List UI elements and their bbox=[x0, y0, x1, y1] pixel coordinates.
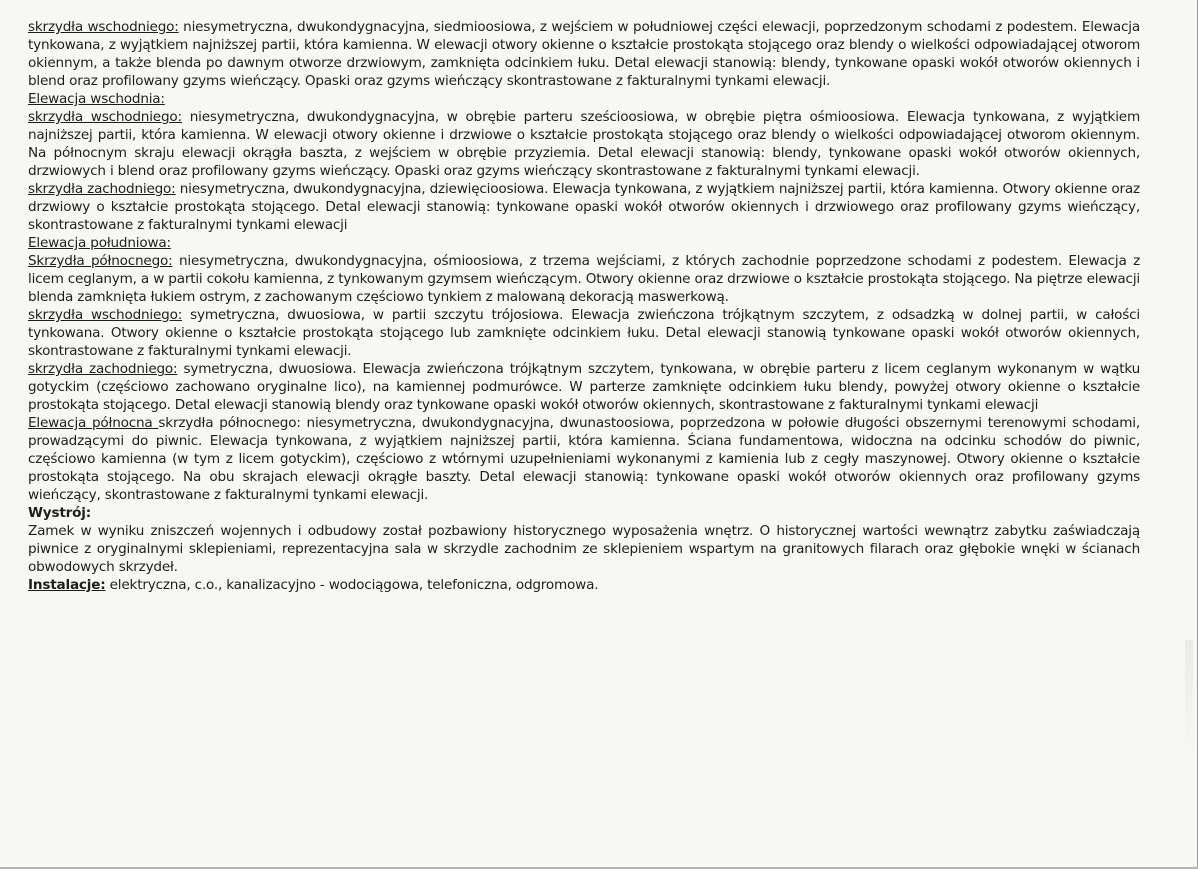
paragraph bbox=[28, 108, 1140, 180]
paragraph-text: niesymetryczna, dwukondygnacyjna, dziewięcioosiowa. Elewacja tynkowana, z wyjątkiem najniższej partii, która kamienna. Otwory okienne oraz drzwiowy o kształcie prostokąta stojącego. Detal elewacji stanowią: tynkowane opaski wokół otworów okiennych i drzwiowego oraz profilowany gzyms wieńczący, skontrastowane z fakturalnymi tynkami elewacji bbox=[28, 181, 1140, 233]
paragraph bbox=[28, 414, 1140, 504]
instalacje-paragraph bbox=[28, 576, 1140, 594]
section-heading: Elewacja północna bbox=[28, 415, 159, 431]
paragraph-text: niesymetryczna, dwukondygnacyjna, siedmioosiowa, z wejściem w południowej części elewacji, poprzedzonym schodami z podestem. Elewacja tynkowana, z wyjątkiem najniższej partii, która kamienna. W elewacji otwory okienne o kształcie prostokąta stojącego oraz blendy o wielkości odpowiadającej otworom okiennym, a także blenda po dawnym otworze drzwiowym, zamknięta odcinkiem łuku. Detal elewacji stanowią: blendy, tynkowane opaski wokół otworów okiennych i blend oraz profilowany gzyms wieńczący. Opaski oraz gzyms wieńczący skontrastowane z fakturalnymi tynkami elewacji. bbox=[28, 19, 1140, 89]
section-label: skrzydła wschodniego: bbox=[28, 19, 179, 35]
section-label: skrzydła wschodniego: bbox=[28, 109, 182, 125]
paragraph bbox=[28, 18, 1140, 90]
section-heading: Elewacja wschodnia: bbox=[28, 91, 165, 107]
wystroj-heading-line bbox=[28, 504, 1140, 522]
section-label: skrzydła wschodniego: bbox=[28, 307, 183, 323]
instalacje-text: elektryczna, c.o., kanalizacyjno - wodociągowa, telefoniczna, odgromowa. bbox=[105, 577, 599, 593]
paragraph-text: symetryczna, dwuosiowa. Elewacja zwieńczona trójkątnym szczytem, tynkowana, w obrębie parteru z licem ceglanym wykonanym w wątku gotyckim (częściowo zachowano oryginalne lico), na kamiennej podmurówce. W parterze zamknięte odcinkiem łuku blendy, powyżej otwory okienne o kształcie prostokąta stojącego. Detal elewacji stanowią blendy oraz tynkowane opaski wokół otworów okiennych, skontrastowane z fakturalnymi tynkami elewacji bbox=[28, 361, 1140, 413]
section-label: skrzydła zachodniego: bbox=[28, 361, 178, 377]
instalacje-heading: Instalacje: bbox=[28, 577, 106, 593]
section-heading: Elewacja południowa: bbox=[28, 235, 171, 251]
wystroj-paragraph: Zamek w wyniku zniszczeń wojennych i odbudowy został pozbawiony historycznego wyposażenia wnętrz. O historycznej wartości wewnątrz zabytku zaświadczają piwnice z oryginalnymi sklepieniami, reprezentacyjna sala w skrzydle zachodnim ze sklepieniem wspartym na granitowych filarach oraz głębokie wnęki w ścianach obwodowych skrzydeł. bbox=[28, 523, 1140, 575]
paragraph bbox=[28, 90, 1140, 108]
section-label: Skrzydła północnego: bbox=[28, 253, 173, 269]
scan-shadow bbox=[1185, 640, 1193, 840]
paragraph-text: niesymetryczna, dwukondygnacyjna, w obrębie parteru sześcioosiowa, w obrębie piętra ośmioosiowa. Elewacja tynkowana, z wyjątkiem najniższej partii, która kamienna. W elewacji otwory okienne i drzwiowe o kształcie prostokąta stojącego oraz blendy o wielkości odpowiadającej otworom okiennym. Na północnym skraju elewacji okrągła baszta, z wejściem w obrębie przyziemia. Detal elewacji stanowią: blendy, tynkowane opaski wokół otworów okiennych, drzwiowych i blend oraz profilowany gzyms wieńczący. Opaski oraz gzyms wieńczący skontrastowane z fakturalnymi tynkami elewacji. bbox=[28, 109, 1141, 179]
paragraph bbox=[28, 180, 1140, 234]
paragraph-text: skrzydła północnego: niesymetryczna, dwukondygnacyjna, dwunastoosiowa, poprzedzona w połowie długości obszernymi terenowymi schodami, prowadzącymi do piwnic. Elewacja tynkowana, z wyjątkiem najniższej partii, która kamienna. Ściana fundamentowa, widoczna na odcinku schodów do piwnic, częściowo kamienna (w tym z licem gotyckim), częściowo z wtórnymi uzupełnieniami wykonanymi z kamienia lub z cegły maszynowej. Otwory okienne o kształcie prostokąta stojącego. Na obu skrajach elewacji okrągłe baszty. Detal elewacji stanowią: tynkowane opaski wokół otworów okiennych oraz profilowany gzyms wieńczący, skontrastowane z fakturalnymi tynkami elewacji. bbox=[28, 415, 1140, 503]
paragraph-text: niesymetryczna, dwukondygnacyjna, ośmioosiowa, z trzema wejściami, z których zachodnie poprzedzone schodami z podestem. Elewacja z licem ceglanym, a w partii cokołu kamienna, z tynkowanym gzymsem wieńczącym. Otwory okienne oraz drzwiowe o kształcie prostokąta stojącego. Na piętrze elewacji blenda zamknięta łukiem ostrym, z zachowanym częściowo tynkiem z malowaną dekoracją maswerkową. bbox=[28, 253, 1140, 305]
paragraph-text: symetryczna, dwuosiowa, w partii szczytu trójosiowa. Elewacja zwieńczona trójkątnym szczytem, z odsadzką w dolnej partii, w całości tynkowana. Otwory okienne o kształcie prostokąta stojącego lub zamknięte odcinkiem łuku. Detal elewacji stanowią tynkowane opaski wokół otworów okiennych, skontrastowane z fakturalnymi tynkami elewacji. bbox=[28, 307, 1140, 359]
wystroj-heading: Wystrój: bbox=[28, 505, 91, 521]
paragraph bbox=[28, 252, 1140, 306]
paragraph bbox=[28, 306, 1140, 360]
paragraph bbox=[28, 360, 1140, 414]
document-body bbox=[28, 18, 1140, 594]
paragraph bbox=[28, 234, 1140, 252]
section-label: skrzydła zachodniego: bbox=[28, 181, 176, 197]
